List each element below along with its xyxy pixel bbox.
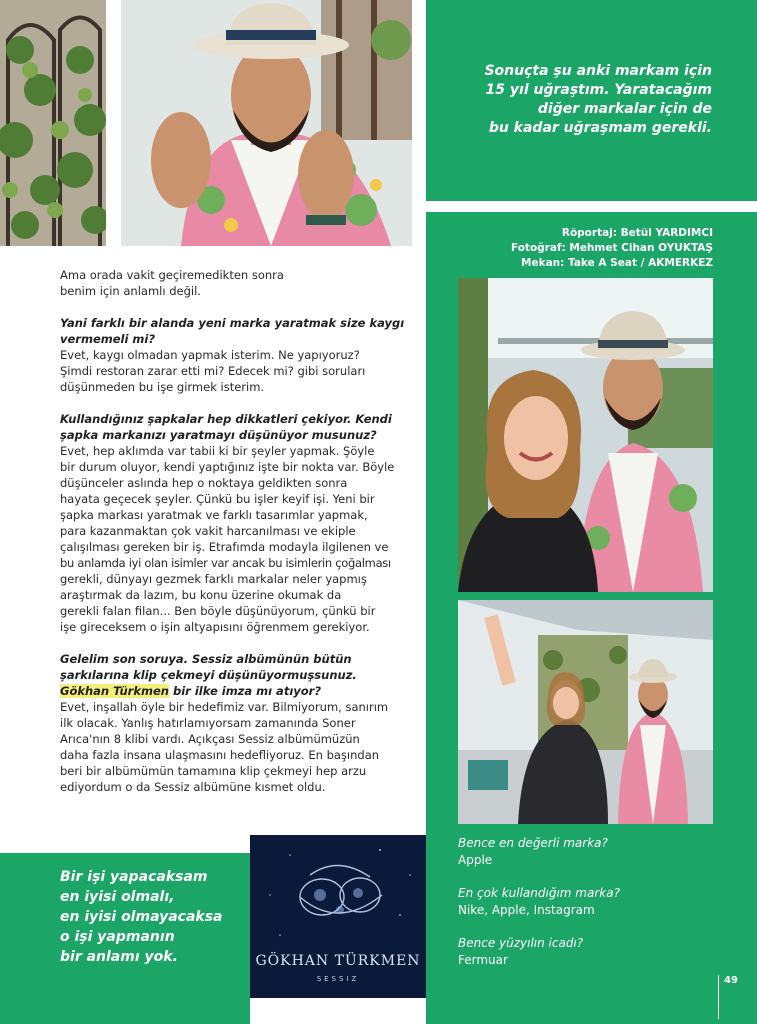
credits [470, 226, 713, 271]
question-line: Kullandığınız şapkalar hep dikkatleri çekiyor. Kendi [60, 412, 392, 426]
answer-line: daha fazla insana ulaşmasını hedefliyoruz. En başından [60, 748, 380, 762]
quote-line: bir anlamı yok. [60, 949, 178, 965]
question-line-rest: bir ilke imza mı atıyor? [168, 684, 321, 698]
article-line: Ama orada vakit geçiremedikten sonra [60, 268, 284, 282]
quote-line: Bir işi yapacaksam [60, 869, 208, 885]
album-title: SESSIZ [316, 975, 360, 983]
credit-interview: Röportaj: Betül YARDIMCI [561, 227, 713, 239]
quote-line: 15 yıl uğraştım. Yaratacağım [485, 82, 712, 98]
garden-photo [0, 0, 106, 246]
answer-line: hayata geçecek şeyler. Çünkü bu işler keyif işi. Yeni bir [60, 492, 375, 506]
qa-answer: Nike, Apple, Instagram [458, 903, 595, 917]
quote-line: diğer markalar için de [537, 101, 712, 117]
answer-line: Evet, kaygı olmadan yapmak isterim. Ne yapıyoruz? [60, 348, 360, 362]
album-cover [250, 835, 426, 998]
answer-line: düşünmeden bu işe girmek isterim. [60, 380, 265, 394]
quote-line: en iyisi olmayacaksa [60, 909, 223, 925]
answer-line: çalışılması gereken bir iş. Etrafımda modayla ilgilenen ve [60, 540, 389, 554]
answer-line: Arıca'nın 8 klibi vardı. Açıkçası Sessiz albümümüzün [60, 732, 360, 746]
album-artist: GÖKHAN TÜRKMEN [255, 953, 421, 969]
qa-question: Bence en değerli marka? [458, 836, 608, 850]
qa-question: Bence yüzyılın icadı? [458, 936, 584, 950]
answer-line: araştırmak da lazım, bu konu üzerine okumak da [60, 588, 342, 602]
question-line: Yani farklı bir alanda yeni marka yaratmak size kaygı [60, 316, 405, 330]
answer-line: ilk olacak. Yanlış hatırlamıyorsam zamanında Soner [60, 716, 356, 730]
qa-answer: Apple [458, 853, 493, 867]
pull-quote-top [440, 62, 712, 138]
answer-line: bir durum oluyor, kendi yaptığınız işte bir nokta var. Böyle [60, 460, 395, 474]
answer-line: Şimdi restoran zarar etti mi? Edecek mi? gibi soruları [60, 364, 366, 378]
answer-line: bu anlamda iyi olan isimler var ancak bu isimlerin çoğalması [60, 556, 391, 570]
quote-line: o işi yapmanın [60, 929, 175, 945]
article-line: benim için anlamlı değil. [60, 284, 201, 298]
highlighted-name: Gökhan Türkmen [60, 684, 169, 698]
answer-line: Evet, inşallah öyle bir hedefimiz var. Bilmiyorum, sanırım [60, 700, 389, 714]
selfie-photo [458, 278, 713, 592]
page-number-rule [718, 975, 719, 1019]
qa-question: En çok kullandığım marka? [458, 886, 620, 900]
selfie-wide-photo [458, 600, 713, 824]
panel-divider [426, 201, 757, 212]
pull-quote-bottom [60, 867, 245, 967]
qa-answer: Fermuar [458, 953, 508, 967]
question-line: şapka markanızı yaratmayı düşünüyor musunuz? [60, 428, 377, 442]
credit-photo: Fotoğraf: Mehmet Cihan OYUKTAŞ [510, 242, 713, 254]
qa-item [458, 935, 718, 969]
quote-line: bu kadar uğraşmam gerekli. [488, 120, 712, 136]
answer-line: işe gireceksem o işin altyapısını öğrenmem gerekiyor. [60, 620, 370, 634]
quote-line: Sonuçta şu anki markam için [484, 63, 712, 79]
answer-line: şapka markası yaratmak ve farklı tasarımlar yapmak, [60, 508, 368, 522]
quote-line: en iyisi olmalı, [60, 889, 175, 905]
question-line: şarkılarına klip çekmeyi düşünüyormuşsunuz. [60, 668, 357, 682]
answer-line: beri bir albümümün tamamına klip çekmeyi hep arzu [60, 764, 367, 778]
answer-line: Evet, hep aklımda var tabii ki bir şeyler yapmak. Şöyle [60, 444, 375, 458]
answer-line: ediyordum o da Sessiz albümüne kısmet oldu. [60, 780, 326, 794]
question-line [60, 683, 410, 699]
answer-line: gerekli, dünyayı gezmek farklı markalar neler yapmış [60, 572, 367, 586]
qa-item [458, 885, 718, 919]
qa-item [458, 835, 718, 869]
answer-line: gerekli falan filan... Ben böyle düşünüyorum, çünkü bir [60, 604, 376, 618]
quick-qa [458, 835, 718, 985]
page-number: 49 [724, 975, 738, 986]
article-body [60, 267, 410, 811]
portrait-photo [121, 0, 412, 246]
credit-venue: Mekan: Take A Seat / AKMERKEZ [521, 257, 713, 269]
question-line: Gelelim son soruya. Sessiz albümünün bütün [60, 652, 352, 666]
answer-line: para kazanmaktan çok vakit harcanılması ve ekiple [60, 524, 356, 538]
answer-line: düşünceler aslında hep o noktaya geldikten sonra [60, 476, 348, 490]
question-line: vermemeli mi? [60, 332, 156, 346]
album-artwork [250, 835, 426, 998]
